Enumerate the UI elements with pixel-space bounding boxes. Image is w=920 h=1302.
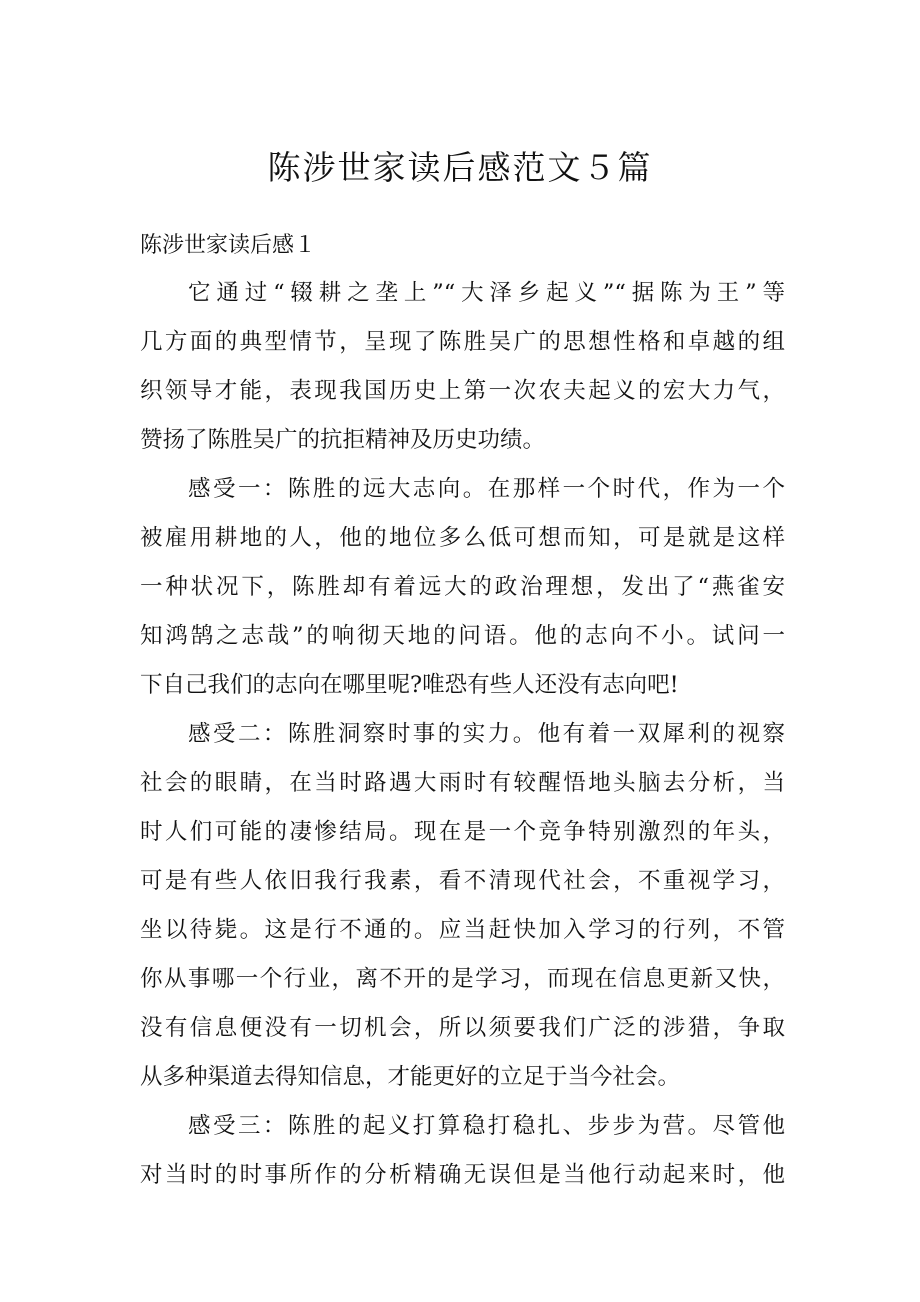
paragraph-feeling-1-line: 知鸿鹄之志哉”的响彻天地的问语。他的志向不小。试问一 [140,623,785,649]
paragraph-intro-line: 织领导才能，表现我国历史上第一次农夫起义的宏大力气， [140,378,785,404]
paragraph-feeling-2-line: 感受二：陈胜洞察时事的实力。他有着一双犀利的视察 [188,721,785,747]
paragraph-feeling-2-line: 可是有些人依旧我行我素，看不清现代社会，不重视学习， [140,868,785,894]
section-heading: 陈涉世家读后感１ [140,233,317,258]
paragraph-feeling-1-line: 感受一：陈胜的远大志向。在那样一个时代，作为一个 [188,476,785,502]
paragraph-feeling-1-line: 被雇用耕地的人，他的地位多么低可想而知，可是就是这样 [140,525,785,551]
paragraph-intro-line: 它通过“辍耕之垄上”“大泽乡起义”“据陈为王”等 [188,280,785,306]
paragraph-feeling-3-line: 感受三：陈胜的起义打算稳打稳扎、步步为营。尽管他 [188,1113,785,1139]
paragraph-feeling-2-line: 从多种渠道去得知信息，才能更好的立足于当今社会。 [140,1064,681,1090]
paragraph-feeling-1-line: 一种状况下，陈胜却有着远大的政治理想，发出了“燕雀安 [140,574,785,600]
paragraph-feeling-3-line: 对当时的时事所作的分析精确无误但是当他行动起来时，他 [140,1162,785,1188]
paragraph-feeling-2-line: 你从事哪一个行业，离不开的是学习，而现在信息更新又快， [140,966,785,992]
paragraph-feeling-2-line: 社会的眼睛，在当时路遇大雨时有较醒悟地头脑去分析，当 [140,770,785,796]
paragraph-feeling-2-line: 没有信息便没有一切机会，所以须要我们广泛的涉猎，争取 [140,1015,785,1041]
paragraph-feeling-2-line: 时人们可能的凄惨结局。现在是一个竞争特别激烈的年头， [140,819,785,845]
document-title: 陈涉世家读后感范文５篇 [267,148,653,187]
paragraph-feeling-2-line: 坐以待毙。这是行不通的。应当赶快加入学习的行列，不管 [140,917,785,943]
paragraph-intro-line: 赞扬了陈胜吴广的抗拒精神及历史功绩。 [140,427,546,453]
paragraph-feeling-1-line: 下自己我们的志向在哪里呢?唯恐有些人还没有志向吧! [140,672,679,698]
paragraph-intro-line: 几方面的典型情节，呈现了陈胜吴广的思想性格和卓越的组 [140,329,785,355]
